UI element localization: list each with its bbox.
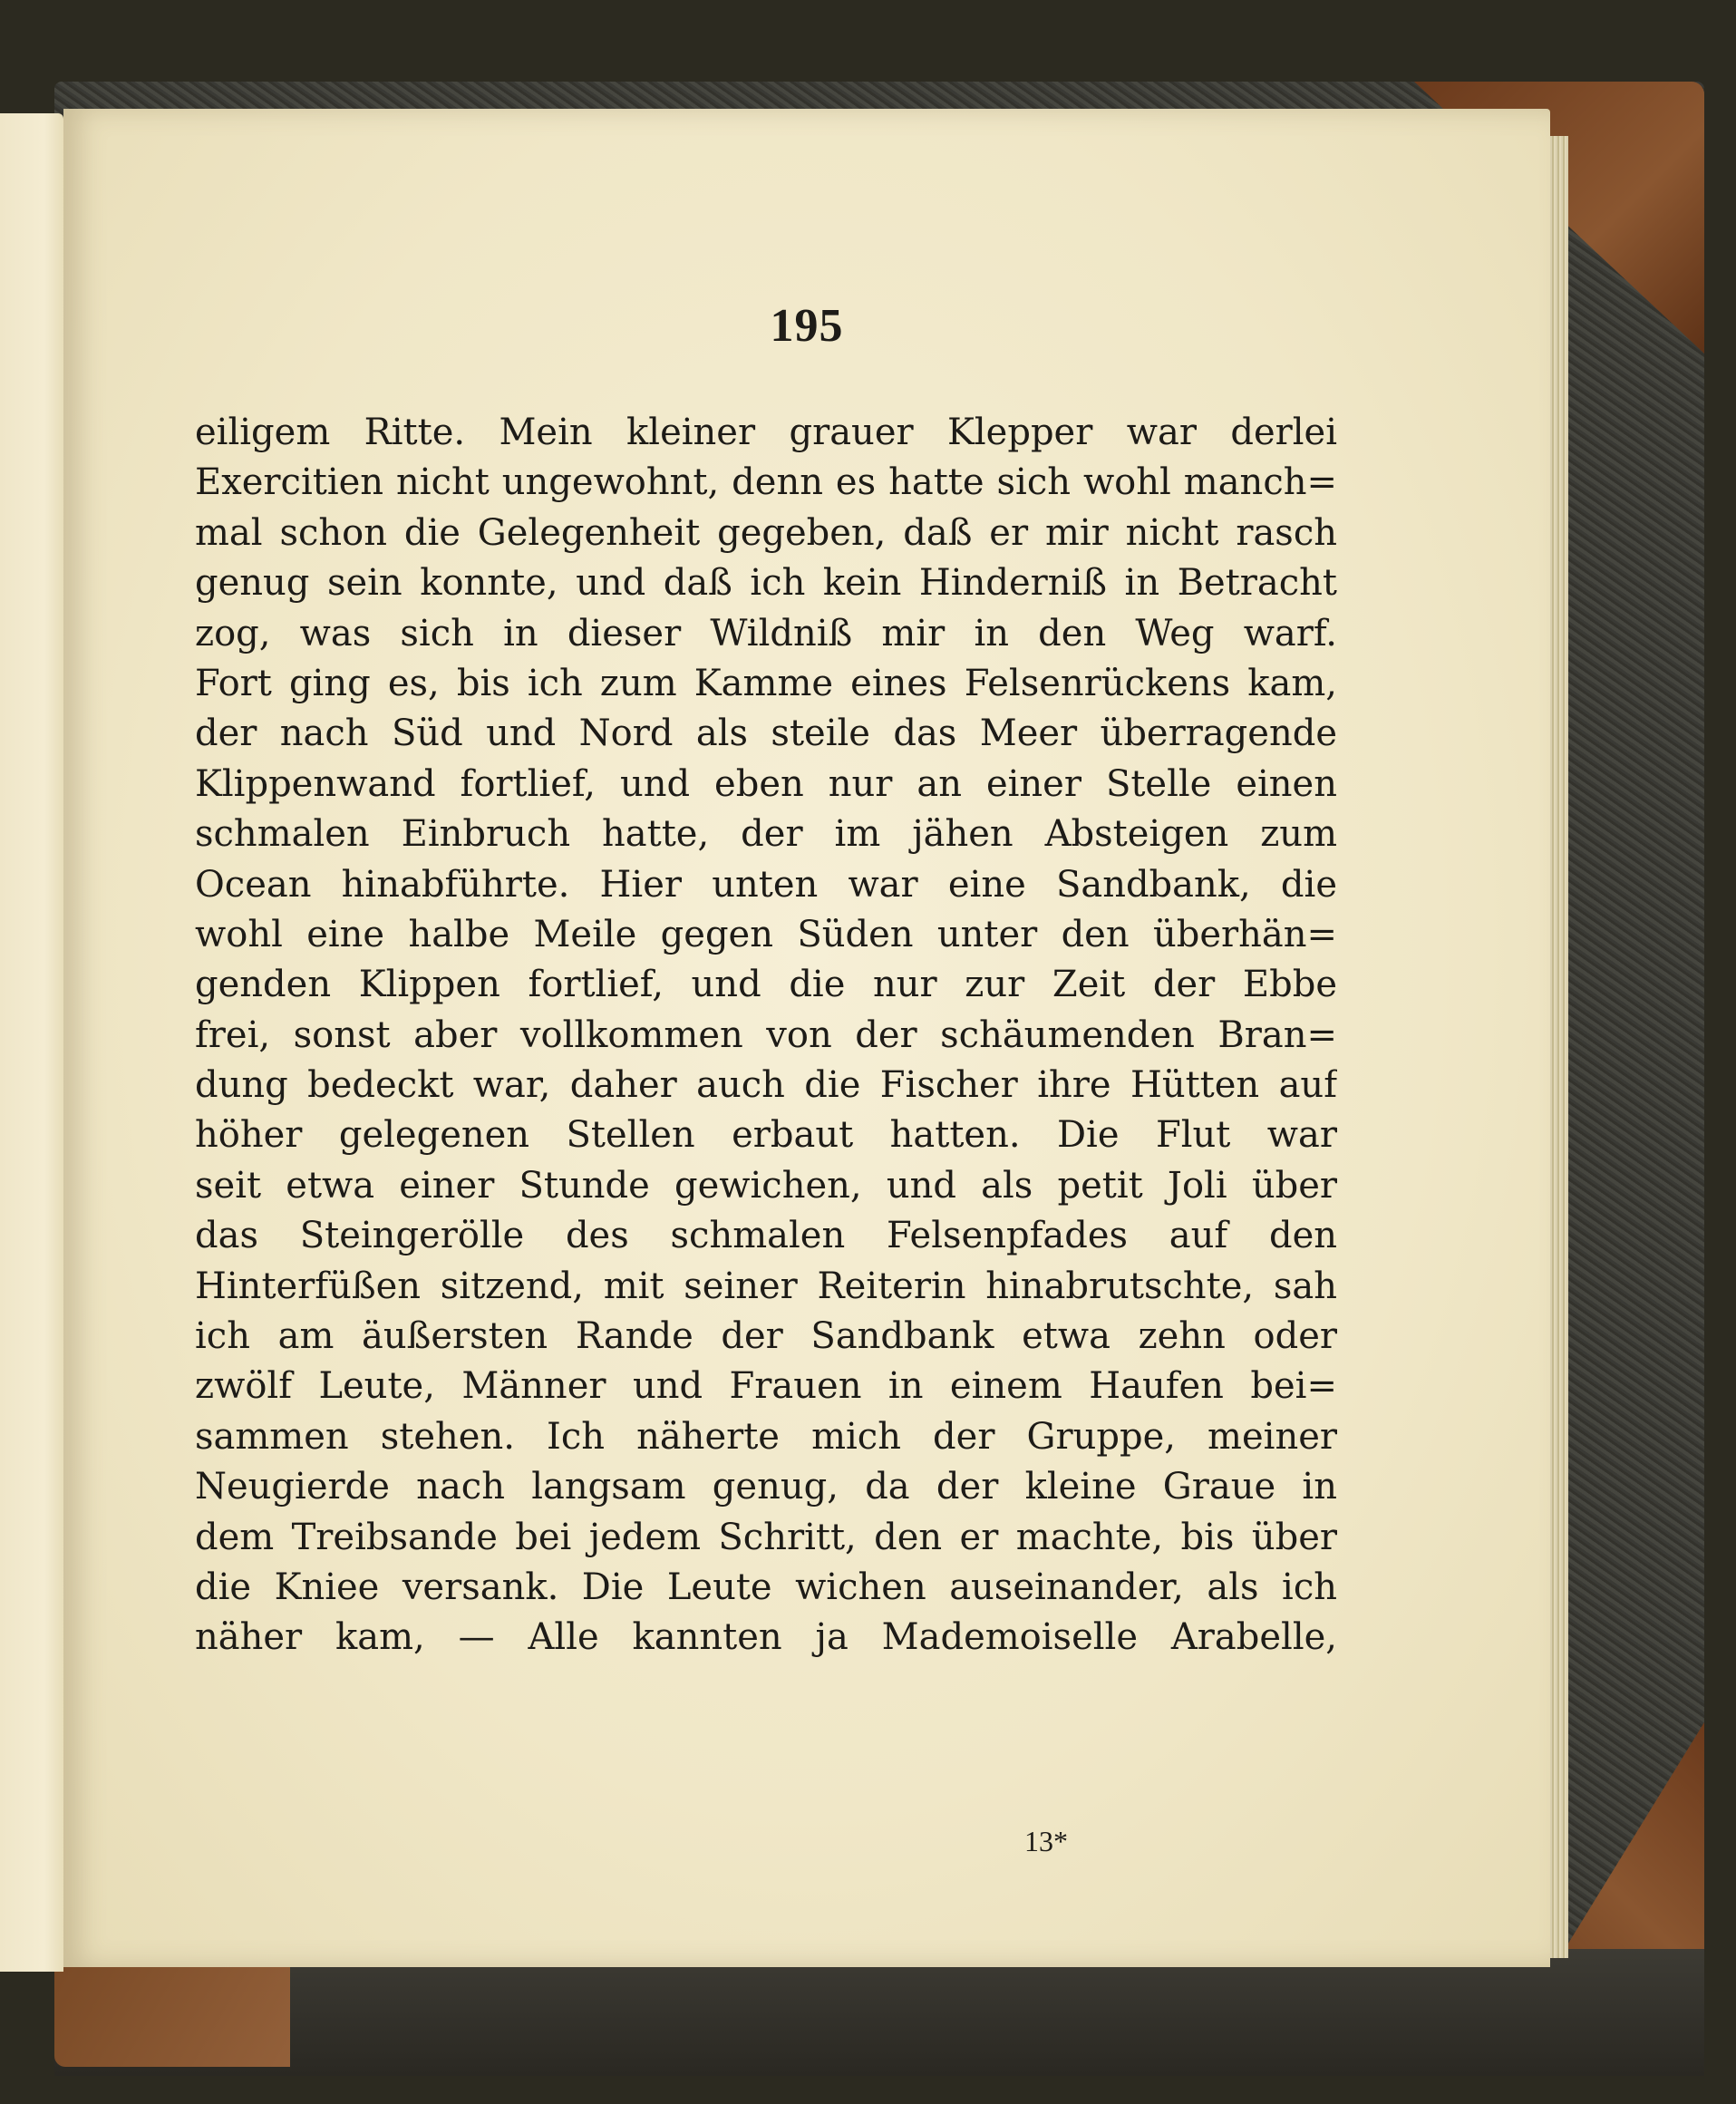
text-line: mal schon die Gelegenheit gegeben, daß er mir nicht rasch <box>195 511 1337 554</box>
text-line: genden Klippen fortlief, und die nur zur Zeit der Ebbe <box>195 964 1337 1006</box>
text-line: Ocean hinabführte. Hier unten war eine Sandbank, die <box>195 863 1337 906</box>
text-line: Exercitien nicht ungewohnt, denn es hatte sich wohl manch= <box>195 461 1337 504</box>
text-line: dem Treibsande bei jedem Schritt, den er machte, bis über <box>195 1516 1337 1558</box>
text-line: Klippenwand fortlief, und eben nur an einer Stelle einen <box>195 762 1337 805</box>
text-line: der nach Süd und Nord als steile das Meer überragende <box>195 713 1337 755</box>
cover-bottom-edge <box>54 1949 1704 2076</box>
text-line: näher kam, — Alle kannten ja Mademoiselle Arabelle, <box>195 1616 1337 1659</box>
page-number: 195 <box>770 300 844 352</box>
text-line: seit etwa einer Stunde gewichen, und als petit Joli über <box>195 1164 1337 1207</box>
text-line: die Kniee versank. Die Leute wichen auseinander, als ich <box>195 1566 1337 1608</box>
page-text <box>195 408 1337 1663</box>
text-line: ich am äußersten Rande der Sandbank etwa zehn oder <box>195 1315 1337 1358</box>
text-line: sammen stehen. Ich näherte mich der Gruppe, meiner <box>195 1415 1337 1458</box>
text-line: eiligem Ritte. Mein kleiner grauer Klepper war derlei <box>195 412 1337 453</box>
text-line: Neugierde nach langsam genug, da der kleine Graue in <box>195 1466 1337 1508</box>
text-line: frei, sonst aber vollkommen von der schäumenden Bran= <box>195 1013 1337 1056</box>
leather-corner-bottom-left <box>54 1967 290 2067</box>
text-line: Hinterfüßen sitzend, mit seiner Reiterin hinabrutschte, sah <box>195 1265 1337 1307</box>
text-line: dung bedeckt war, daher auch die Fischer ihre Hütten auf <box>195 1064 1337 1107</box>
text-line: wohl eine halbe Meile gegen Süden unter den überhän= <box>195 913 1337 955</box>
text-line: das Steingerölle des schmalen Felsenpfades auf den <box>195 1215 1337 1257</box>
text-line: zog, was sich in dieser Wildniß mir in den Weg warf. <box>195 612 1337 654</box>
text-line: zwölf Leute, Männer und Frauen in einem Haufen bei= <box>195 1365 1337 1408</box>
previous-page-edge <box>0 113 63 1972</box>
book-page <box>63 109 1550 1967</box>
text-line: höher gelegenen Stellen erbaut hatten. Die Flut war <box>195 1114 1337 1157</box>
signature-mark: 13* <box>1024 1825 1068 1857</box>
text-line: Fort ging es, bis ich zum Kamme eines Felsenrückens kam, <box>195 662 1337 704</box>
text-line: schmalen Einbruch hatte, der im jähen Absteigen zum <box>195 813 1337 856</box>
text-line: genug sein konnte, und daß ich kein Hinderniß in Betracht <box>195 562 1337 605</box>
